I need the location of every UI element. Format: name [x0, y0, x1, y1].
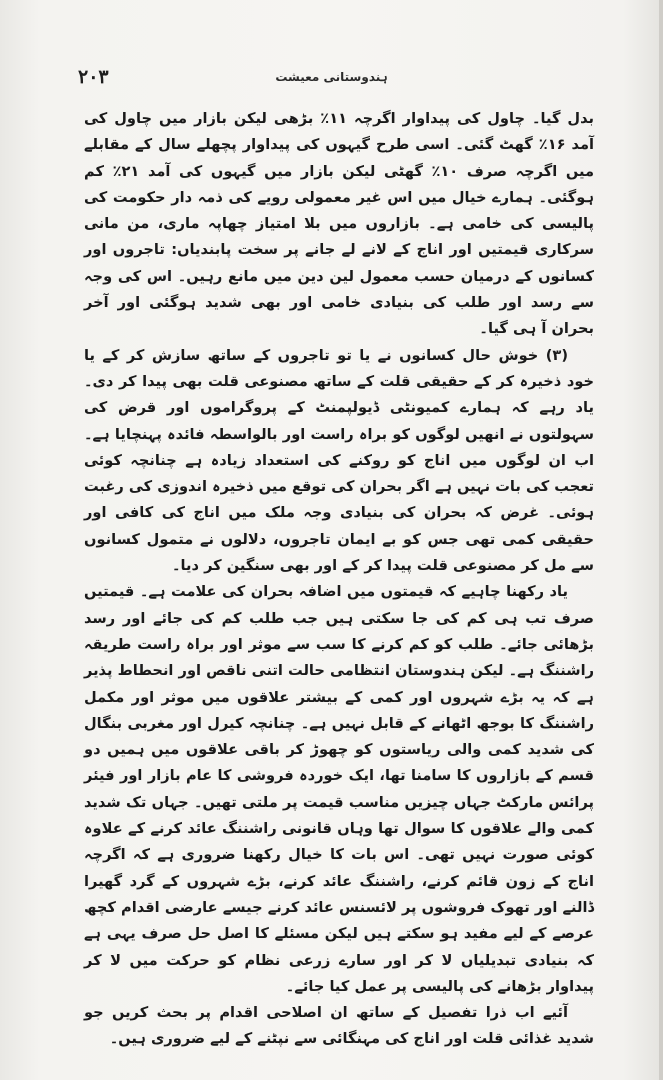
paragraph-3: یاد رکھنا چاہیے کہ قیمتوں میں اضافہ بحران کی علامت ہے۔ قیمتیں صرف تب ہی کم کی جا سکتی ہیں جب طلب کم کی جائے اور رسد بڑھائی جائے۔ طلب کو کم کرنے کا سب سے موثر اور براہ راست طریقہ راشننگ ہے۔ لیکن ہندوستان انتظامی حالت اتنی ناقص اور انحطاط پذیر ہے کہ یہ بڑے شہروں اور کمی کے بیشتر علاقوں میں موثر اور مکمل راشننگ کا بوجھ اٹھانے کے قابل نہیں ہے۔ چنانچہ کیرل اور مغربی بنگال کی شدید کمی والی ریاستوں کو چھوڑ کر باقی علاقوں میں ہمیں دو قسم کے بازاروں کا سامنا تھا، ایک خوردہ فروشی کا عام بازار اور فیئر پرائس مارکٹ جہاں چیزیں مناسب قیمت پر ملتی تھیں۔ جہاں تک شدید کمی والے علاقوں کا سوال تھا وہاں قانونی راشننگ عائد کرنے کے علاوہ کوئی صورت نہیں تھی۔ اس بات کا خیال رکھنا ضروری ہے کہ اگرچہ اناج کے زون قائم کرنے، راشننگ عائد کرنے، بڑے شہروں کے گرد گھیرا ڈالنے اور تھوک فروشوں پر لائسنس عائد کرنے جیسے عارضی اقدام کچھ عرصے کے لیے مفید ہو سکتے ہیں لیکن مسئلے کا اصل حل صرف یہی ہے کہ بنیادی تبدیلیاں لا کر اور سارے زرعی نظام کو حرکت میں لا کر پیداوار بڑھانے کی پالیسی پر عمل کیا جائے۔ [84, 583, 594, 995]
running-head [0, 66, 663, 88]
page-edge [659, 0, 663, 1080]
running-head-title: ہندوستانی معیشت [275, 70, 388, 84]
paragraph-1: بدل گیا۔ چاول کی پیداوار اگرچہ ۱۱٪ بڑھی لیکن بازار میں چاول کی آمد ۱۶٪ گھٹ گئی۔ اسی طرح گیہوں کی پیداوار پچھلے سال کے مقابلے میں اگرچہ صرف ۱۰٪ گھٹی لیکن بازار میں گیہوں کی آمد ۲۱٪ کم ہوگئی۔ ہمارے خیال میں اس غیر معمولی رویے کی ذمہ دار حکومت کی پالیسی کی خامی ہے۔ بازاروں میں بلا امتیاز چھاپہ ماری، من مانی سرکاری قیمتیں اور اناج کے لانے لے جانے پر سخت پابندیاں: تاجروں اور کسانوں کے درمیان حسب معمول لین دین میں مانع رہیں۔ اس کی وجہ سے رسد اور طلب کی بنیادی خامی اور بھی شدید ہوگئی اور آخر بحران آ ہی گیا۔ [84, 110, 595, 338]
paragraph-4: آئیے اب ذرا تفصیل کے ساتھ ان اصلاحی اقدام پر بحث کریں جو شدید غذائی قلت اور اناج کی مہنگائی سے نپٹنے کے لیے ضروری ہیں۔ [84, 1004, 594, 1048]
page-number: ۲۰۳ [78, 66, 109, 88]
body-text [84, 106, 594, 1053]
paragraph-2: (۳) خوش حال کسانوں نے یا تو تاجروں کے ساتھ سازش کر کے یا خود ذخیرہ کر کے حقیقی قلت کے ساتھ مصنوعی قلت بھی پیدا کر دی۔ یاد رہے کہ ہمارے کمیونٹی ڈیولپمنٹ کے پروگراموں اور قرض کی سہولتوں نے انھیں لوگوں کو براہ راست اور بالواسطہ فائدہ پہنچایا ہے۔ اب ان لوگوں میں اناج کو روکنے کی استعداد زیادہ ہے چنانچہ کوئی تعجب کی بات نہیں ہے اگر بحران کی توقع میں ذخیرہ اندوزی کی رغبت ہوئی۔ غرض کہ بحران کی بنیادی وجہ ملک میں اناج کی کافی اور حقیقی کمی تھی جس کو بے ایمان تاجروں، دلالوں نے متمول کسانوں سے مل کر مصنوعی قلت پیدا کر کے اور بھی سنگین کر دیا۔ [84, 346, 594, 575]
